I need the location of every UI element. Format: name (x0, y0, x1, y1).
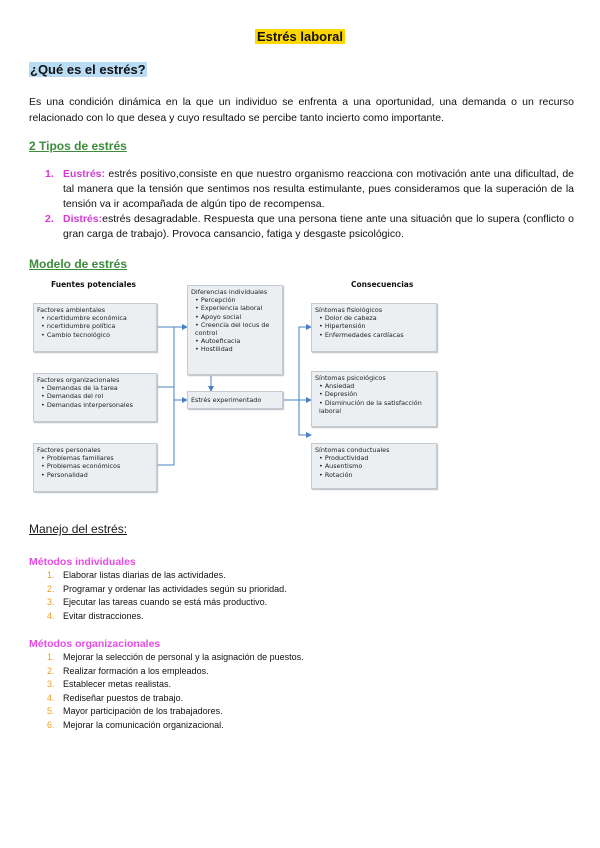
individual-methods-list (47, 569, 287, 623)
model-heading: Modelo de estrés (29, 257, 128, 271)
types-heading: 2 Tipos de estrés (29, 139, 127, 153)
source-box-environmental: Factores ambientales • ncertidumbre económica • ncertidumbre política • Cambio tecnológico (33, 303, 157, 352)
list-item: 3. Ejecutar las tareas cuando se está más productivo. (47, 597, 268, 607)
what-is-stress-heading: ¿Qué es el estrés? (30, 62, 146, 77)
list-item: 1. Mejorar la selección de personal y la asignación de puestos. (47, 652, 304, 662)
source-box-personal: Factores personales • Problemas familiares • Problemas económicos • Personalidad (33, 443, 157, 492)
list-item: 5. Mayor participación de los trabajadores. (47, 706, 223, 716)
management-heading: Manejo del estrés: (29, 522, 128, 536)
list-item: 3. Establecer metas realistas. (47, 679, 172, 689)
document-title: Estrés laboral (257, 29, 343, 44)
stress-model-diagram (29, 275, 449, 490)
organizational-methods-list (47, 651, 304, 732)
list-item: 2. Realizar formación a los empleados. (47, 665, 209, 676)
consequences-column-header: Consecuencias (351, 280, 414, 289)
sources-column-header: Fuentes potenciales (51, 280, 136, 289)
list-item: 4. Rediseñar puestos de trabajo. (47, 692, 184, 703)
types-list (29, 167, 574, 242)
type-item-eustres: 1. Eustrés: estrés positivo,consiste en que nuestro organismo reacciona con motivación ante una dificultad, de tal manera que la tensión que sentimos nos resulta estimulante, pues consideramos que la superación de la tensión va ir acompañada de algún tipo de recompensa. (45, 168, 574, 210)
type-term: Eustrés: (63, 168, 106, 180)
organizational-methods-heading: Métodos organizacionales (29, 638, 161, 650)
type-item-distres: 2. Distrés:estrés desagradable. Respuesta que una persona tiene ante una situación que lo supera (conflicto o gran carga de trabajo). Provoca cansancio, fatiga y desgaste psicológico. (45, 213, 574, 240)
type-term: Distrés: (63, 213, 103, 225)
individual-differences-box: Diferencias individuales • Percepción • Experiencia laboral • Apoyo social • Creencia del locus de control • Autoeficacia • Hostilidad (187, 285, 283, 375)
experienced-stress-box: Estrés experimentado (187, 391, 283, 409)
list-item: 2. Programar y ordenar las actividades según su prioridad. (47, 583, 287, 594)
individual-methods-heading: Métodos individuales (29, 556, 136, 568)
list-item: 6. Mejorar la comunicación organizacional. (47, 719, 224, 730)
consequence-box-behavioral: Síntomas conductuales • Productividad • Ausentismo • Rotación (311, 443, 437, 489)
what-is-stress-text: Es una condición dinámica en la que un individuo se enfrenta a una oportunidad, una demanda o un recurso relacionado con lo que desea y cuyo resultado se percibe tanto incierto como importante. (29, 96, 574, 124)
list-item: 1. Elaborar listas diarias de las actividades. (47, 570, 226, 580)
consequence-box-physiological: Síntomas fisiológicos • Dolor de cabeza • Hipertensión • Enfermedades cardíacas (311, 303, 437, 352)
source-box-organizational: Factores organizacionales • Demandas de la tarea • Demandas del rol • Demandas interpersonales (33, 373, 157, 422)
consequence-box-psychological: Síntomas psicológicos • Ansiedad • Depresión • Disminución de la satisfacción laboral (311, 371, 437, 427)
list-item: 4. Evitar distracciones. (47, 610, 144, 621)
